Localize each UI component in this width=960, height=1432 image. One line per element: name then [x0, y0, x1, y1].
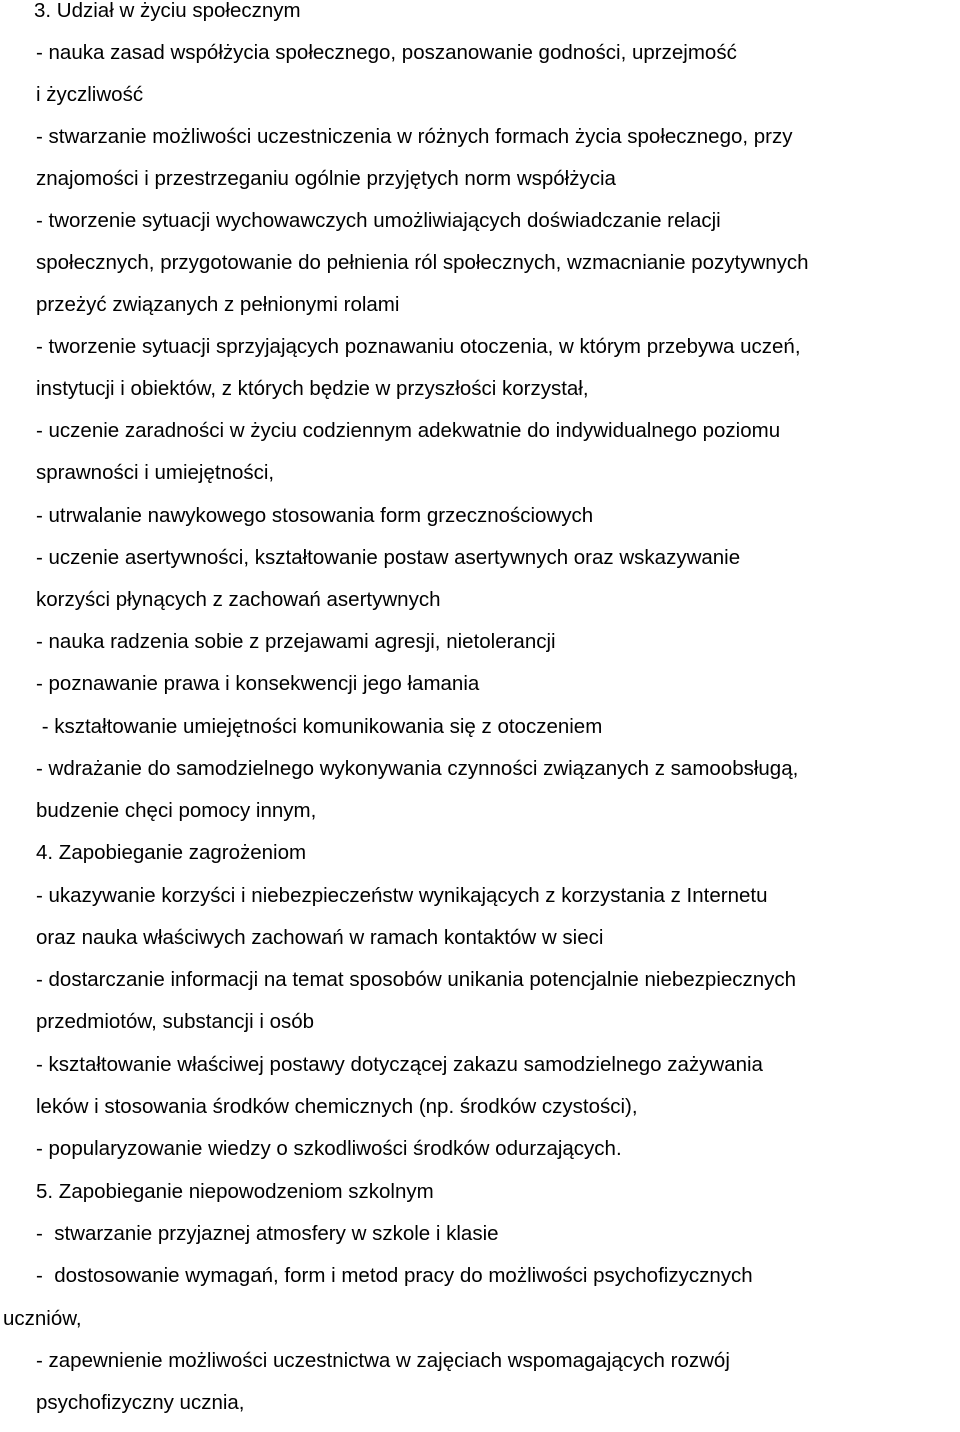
text-line: - wdrażanie do samodzielnego wykonywania czynności związanych z samoobsługą,	[36, 757, 799, 780]
text-line: - ukazywanie korzyści i niebezpieczeństw wynikających z korzystania z Internetu	[36, 884, 768, 907]
text-line: społecznych, przygotowanie do pełnienia ról społecznych, wzmacnianie pozytywnych	[36, 251, 809, 274]
text-line: - kształtowanie właściwej postawy dotyczącej zakazu samodzielnego zażywania	[36, 1053, 763, 1076]
text-line: sprawności i umiejętności,	[36, 461, 275, 484]
text-line: instytucji i obiektów, z których będzie w przyszłości korzystał,	[36, 377, 589, 400]
text-line: - poznawanie prawa i konsekwencji jego łamania	[36, 672, 480, 695]
text-line: - uczenie zaradności w życiu codziennym adekwatnie do indywidualnego poziomu	[36, 419, 781, 442]
text-line: korzyści płynących z zachowań asertywnych	[36, 588, 441, 611]
text-line: - stwarzanie przyjaznej atmosfery w szkole i klasie	[36, 1222, 499, 1245]
text-line: i życzliwość	[36, 83, 144, 106]
section-heading-3: 3. Udział w życiu społecznym	[34, 0, 301, 22]
text-line: leków i stosowania środków chemicznych (np. środków czystości),	[36, 1095, 638, 1118]
text-line: - kształtowanie umiejętności komunikowania się z otoczeniem	[36, 715, 603, 738]
text-line: - dostosowanie wymagań, form i metod pracy do możliwości psychofizycznych	[36, 1264, 753, 1287]
text-line: - uczenie asertywności, kształtowanie postaw asertywnych oraz wskazywanie	[36, 546, 741, 569]
text-line: budzenie chęci pomocy innym,	[36, 799, 317, 822]
text-line: uczniów,	[3, 1307, 82, 1330]
text-line: - utrwalanie nawykowego stosowania form grzecznościowych	[36, 504, 594, 527]
text-line: - popularyzowanie wiedzy o szkodliwości środków odurzających.	[36, 1137, 622, 1160]
text-line: - nauka radzenia sobie z przejawami agresji, nietolerancji	[36, 630, 556, 653]
text-line: - dostarczanie informacji na temat sposobów unikania potencjalnie niebezpiecznych	[36, 968, 797, 991]
text-line: przeżyć związanych z pełnionymi rolami	[36, 293, 400, 316]
text-line: - tworzenie sytuacji sprzyjających poznawaniu otoczenia, w którym przebywa uczeń,	[36, 335, 801, 358]
text-line: - zapewnienie możliwości uczestnictwa w zajęciach wspomagających rozwój	[36, 1349, 730, 1372]
text-line: znajomości i przestrzeganiu ogólnie przyjętych norm współżycia	[36, 167, 616, 190]
text-line: psychofizyczny ucznia,	[36, 1391, 245, 1414]
text-line: - tworzenie sytuacji wychowawczych umożliwiających doświadczanie relacji	[36, 209, 721, 232]
text-line: - stwarzanie możliwości uczestniczenia w różnych formach życia społecznego, przy	[36, 125, 793, 148]
section-heading-4: 4. Zapobieganie zagrożeniom	[36, 841, 307, 864]
text-line: oraz nauka właściwych zachowań w ramach kontaktów w sieci	[36, 926, 604, 949]
section-heading-5: 5. Zapobieganie niepowodzeniom szkolnym	[36, 1180, 434, 1203]
text-line: - nauka zasad współżycia społecznego, poszanowanie godności, uprzejmość	[36, 41, 737, 64]
text-line: przedmiotów, substancji i osób	[36, 1010, 315, 1033]
